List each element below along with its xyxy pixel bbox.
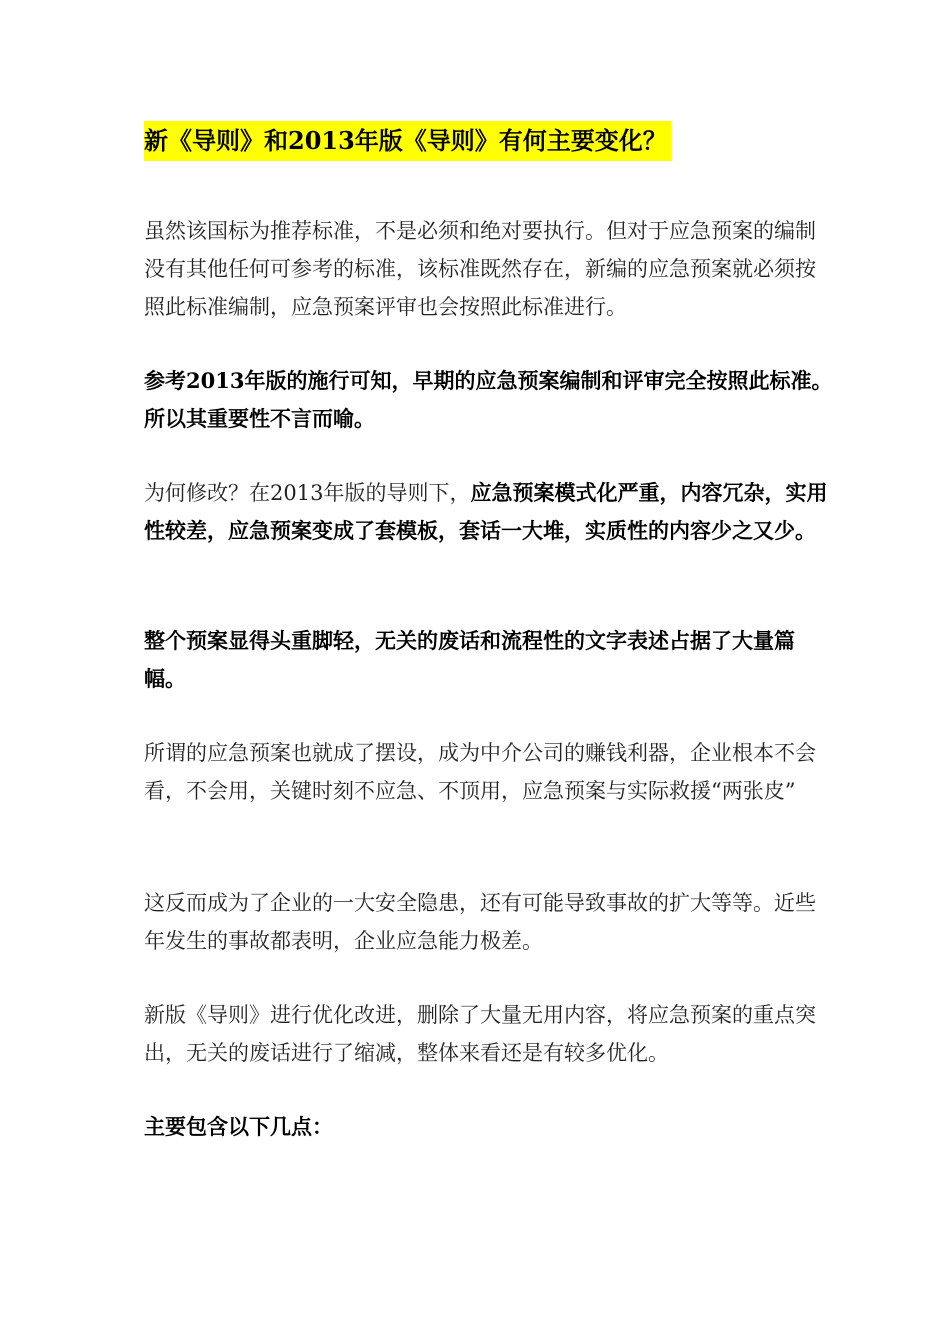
paragraph-standard-status: 虽然该国标为推荐标准，不是必须和绝对要执行。但对于应急预案的编制没有其他任何可参考的标准，该标准既然存在，新编的应急预案就必须按照此标准编制，应急预案评审也会按照此标准进行。 xyxy=(144,219,816,319)
paragraph-why-revise xyxy=(144,474,834,550)
paragraph-main-points: 主要包含以下几点： xyxy=(144,1114,333,1139)
paragraph-why-revise-plain: 为何修改？在2013年版的导则下， xyxy=(144,481,471,505)
paragraph-hazard: 这反而成为了企业的一大安全隐患，还有可能导致事故的扩大等等。近些年发生的事故都表明，企业应急能力极差。 xyxy=(144,891,816,953)
paragraph-top-heavy: 整个预案显得头重脚轻，无关的废话和流程性的文字表述占据了大量篇幅。 xyxy=(144,628,795,691)
paragraph-importance: 参考2013年版的施行可知，早期的应急预案编制和评审完全按照此标准。所以其重要性不言而喻。 xyxy=(144,368,833,431)
paragraph-why-revise-emphasis: 应急预案模式化严重，内容冗杂，实用性较差，应急预案变成了套模板，套话一大堆，实质性的内容少之又少。 xyxy=(144,480,828,543)
paragraph-decoration: 所谓的应急预案也就成了摆设，成为中介公司的赚钱利器，企业根本不会看，不会用，关键时刻不应急、不顶用，应急预案与实际救援“两张皮” xyxy=(144,741,816,803)
page-title: 新《导则》和2013年版《导则》有何主要变化？ xyxy=(144,121,671,161)
paragraph-new-version: 新版《导则》进行优化改进，删除了大量无用内容，将应急预案的重点突出，无关的废话进行了缩减，整体来看还是有较多优化。 xyxy=(144,1003,816,1065)
title-block xyxy=(144,121,671,161)
